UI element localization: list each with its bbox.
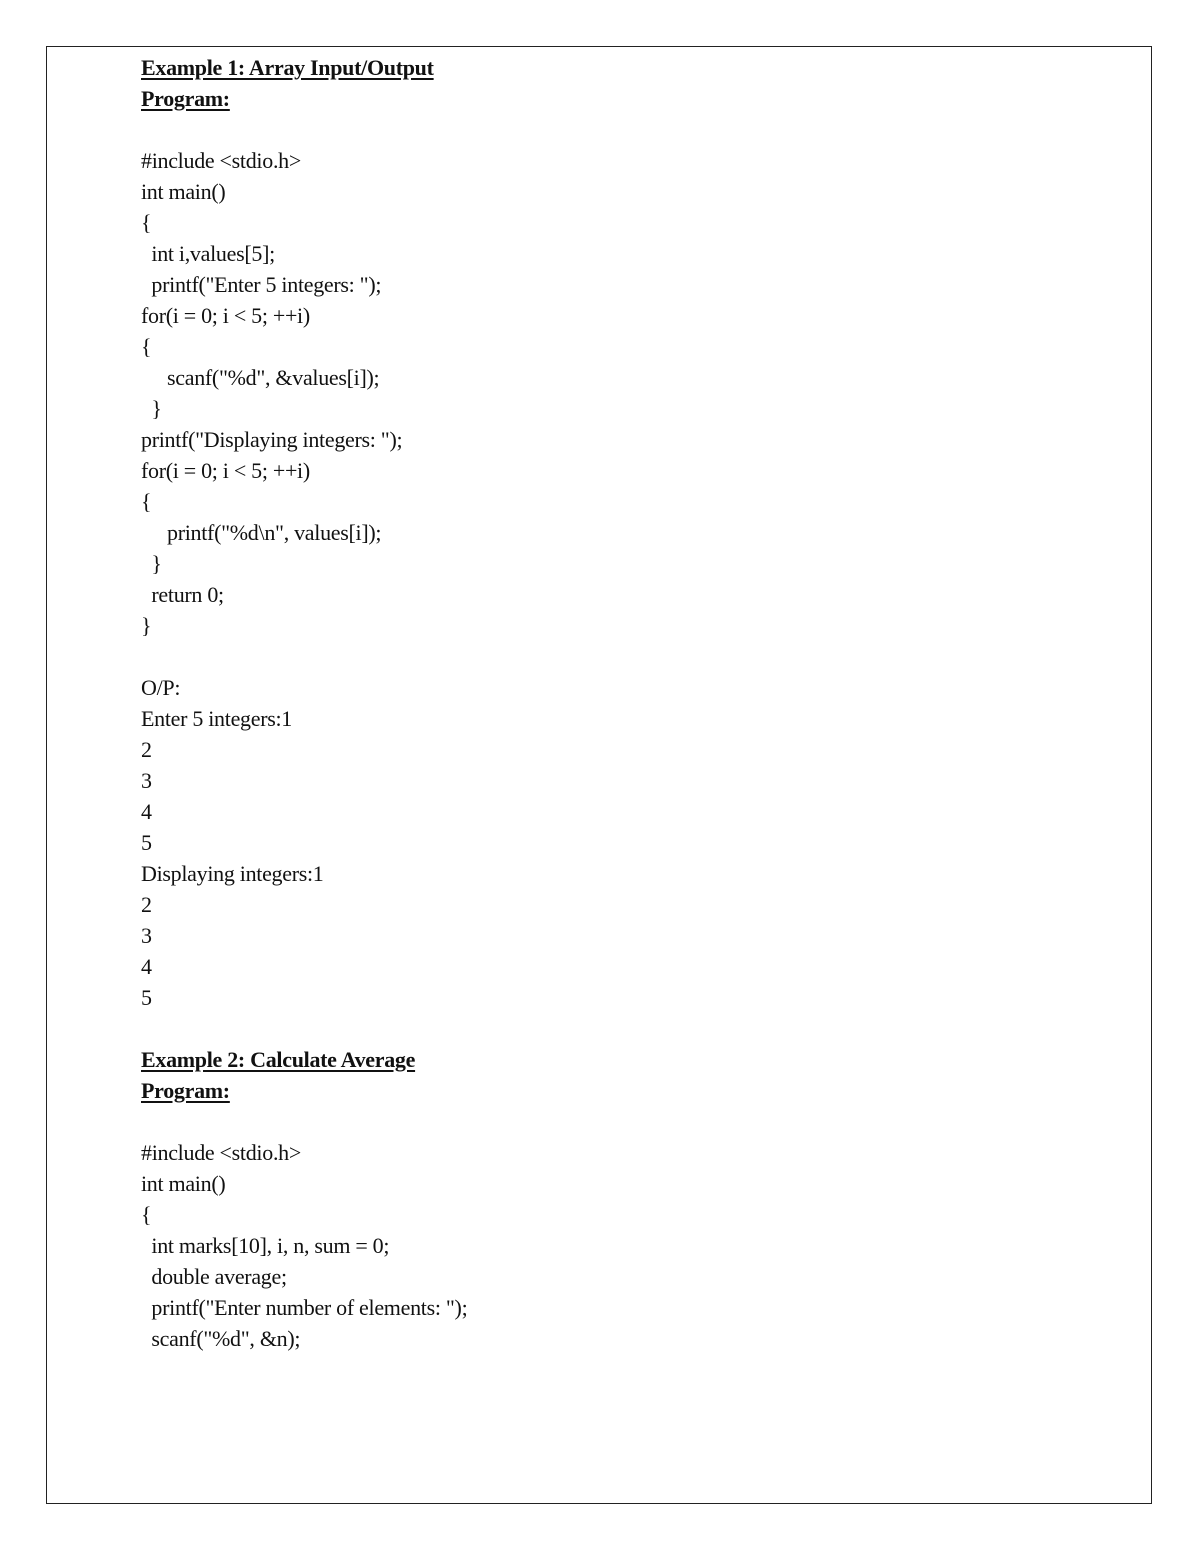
output-line: 5 [141,985,152,1010]
code-line: { [141,1202,152,1227]
code-line: int marks[10], i, n, sum = 0; [141,1233,390,1258]
code-line: } [141,396,162,421]
code-line: int i,values[5]; [141,241,275,266]
example2-title: Example 2: Calculate Average [141,1047,416,1072]
output-line: 4 [141,799,152,824]
example1-program-label: Program: [141,86,230,111]
code-line: printf("Displaying integers: "); [141,427,403,452]
code-line: } [141,613,152,638]
code-line: scanf("%d", &values[i]); [141,365,380,390]
code-line: return 0; [141,582,224,607]
output-label: O/P: [141,675,181,700]
output-line: 2 [141,737,152,762]
code-line: for(i = 0; i < 5; ++i) [141,458,310,483]
output-line: 4 [141,954,152,979]
spacer [141,641,1121,672]
output-line: Enter 5 integers:1 [141,706,292,731]
example2-code-block [141,1137,1121,1354]
code-line: { [141,489,152,514]
code-line: { [141,210,152,235]
code-line: for(i = 0; i < 5; ++i) [141,303,310,328]
example2-program-label: Program: [141,1078,230,1103]
document-content [141,52,1121,1354]
spacer [141,1013,1121,1044]
example1-output-block [141,672,1121,1013]
code-line: #include <stdio.h> [141,1140,301,1165]
output-line: 3 [141,768,152,793]
code-line: double average; [141,1264,287,1289]
example1-title: Example 1: Array Input/Output [141,55,434,80]
code-line: printf("Enter number of elements: "); [141,1295,468,1320]
spacer [141,114,1121,145]
code-line: int main() [141,1171,226,1196]
code-line: #include <stdio.h> [141,148,301,173]
output-line: 5 [141,830,152,855]
code-line: int main() [141,179,226,204]
spacer [141,1106,1121,1137]
output-line: 3 [141,923,152,948]
code-line: { [141,334,152,359]
code-line: scanf("%d", &n); [141,1326,301,1351]
output-line: 2 [141,892,152,917]
code-line: printf("%d\n", values[i]); [141,520,382,545]
code-line: printf("Enter 5 integers: "); [141,272,382,297]
output-line: Displaying integers:1 [141,861,324,886]
code-line: } [141,551,162,576]
example1-code-block [141,145,1121,641]
